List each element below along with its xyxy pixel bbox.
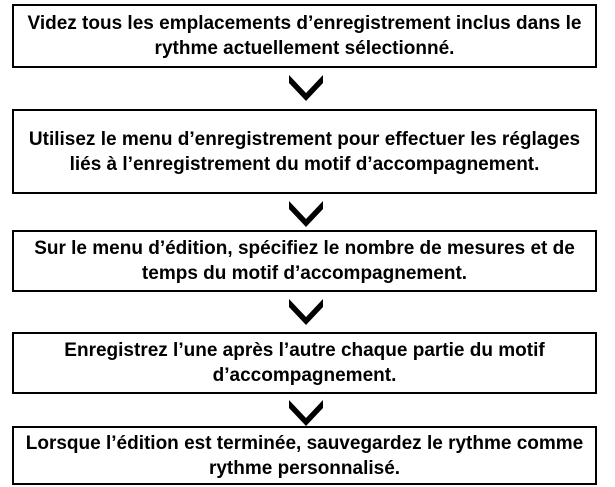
flowchart-step-2	[12, 109, 597, 194]
step-1-text: Videz tous les emplacements d’enregistrement inclus dans le rythme actuellement sélectionné.	[27, 13, 582, 59]
step-2-text: Utilisez le menu d’enregistrement pour effectuer les réglages liés à l’enregistrement du motif d’accompagnement.	[28, 128, 581, 175]
down-arrow-icon	[289, 197, 323, 227]
down-arrow-icon	[289, 295, 323, 325]
down-arrow-icon	[289, 396, 323, 426]
step-4-text: Enregistrez l’une après l’autre chaque partie du motif d’accompagnement.	[64, 340, 545, 386]
step-5-text: Lorsque l’édition est terminée, sauvegardez le rythme comme rythme personnalisé.	[25, 432, 584, 479]
down-arrow-icon	[289, 71, 323, 101]
flowchart-step-5	[12, 426, 597, 485]
flowchart-step-3	[12, 230, 597, 292]
flowchart-step-1	[12, 4, 597, 68]
flowchart-step-4	[12, 332, 597, 394]
step-3-text: Sur le menu d’édition, spécifiez le nombre de mesures et de temps du motif d’accompagnement.	[34, 238, 575, 284]
